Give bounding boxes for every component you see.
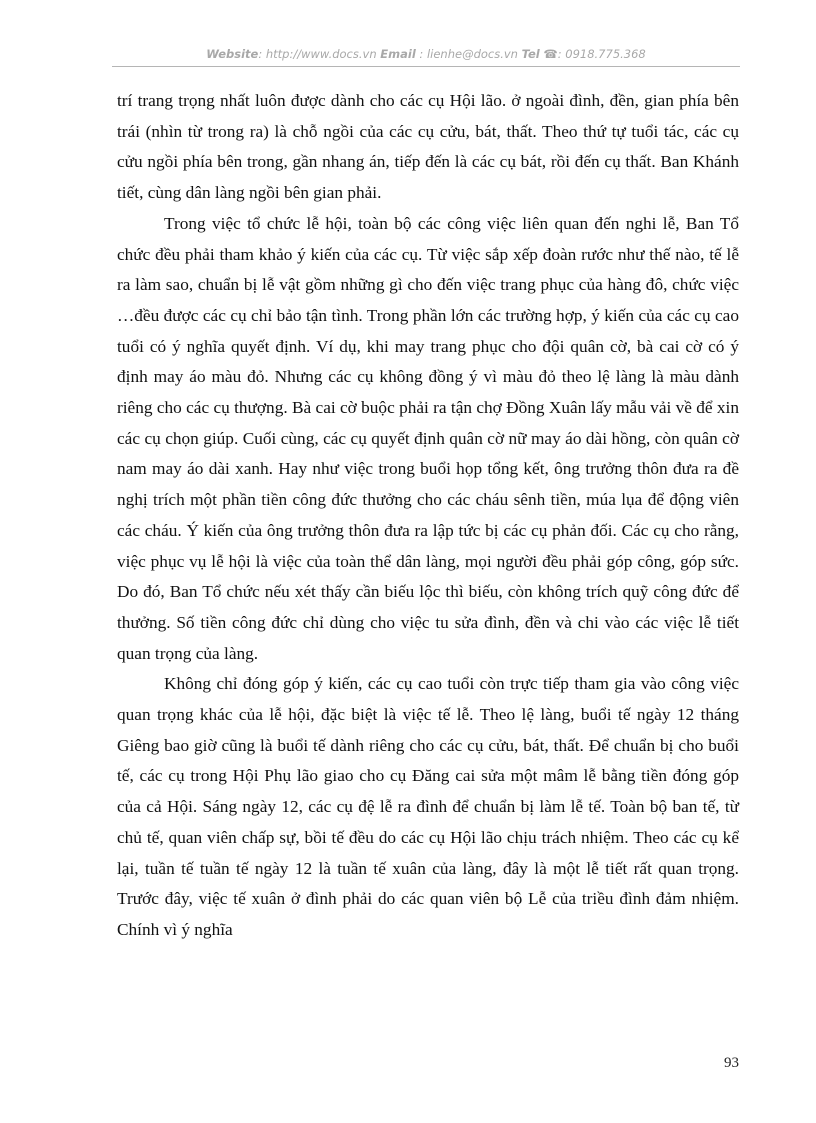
website-value: : http://www.docs.vn — [258, 47, 377, 61]
paragraph-continued: trí trang trọng nhất luôn được dành cho các cụ Hội lão. ở ngoài đình, đền, gian phía bên trái (nhìn từ trong ra) là chỗ ngồi của các cụ cửu, bát, thất. Theo thứ tự tuổi tác, các cụ cửu ngồi phía bên trong, gần nhang án, tiếp đến là các cụ bát, rồi đến cụ thất. Ban Khánh tiết, cùng dân làng ngồi bên gian phải. — [117, 91, 739, 203]
tel-label: Tel — [521, 47, 540, 61]
paragraph: Không chỉ đóng góp ý kiến, các cụ cao tuổi còn trực tiếp tham gia vào công việc quan trọng khác của lễ hội, đặc biệt là việc tế lễ. Theo lệ làng, buổi tế ngày 12 tháng Giêng bao giờ cũng là buổi tế dành riêng cho các cụ cửu, bát, thất. Để chuẩn bị cho buổi tế, các cụ trong Hội Phụ lão giao cho cụ Đăng cai sửa một mâm lễ bằng tiền đóng góp của cả Hội. Sáng ngày 12, các cụ đệ lễ ra đình để chuẩn bị làm lễ tế. Toàn bộ ban tế, từ chủ tế, quan viên chấp sự, bồi tế đều do các cụ Hội lão chịu trách nhiệm. Theo các cụ kể lại, tuần tế tuần tế ngày 12 là tuần tế xuân của làng, đây là một lễ tiết rất quan trọng. Trước đây, việc tế xuân ở đình phải do các quan viên bộ Lễ của triều đình đảm nhiệm. Chính vì ý nghĩa — [117, 674, 739, 939]
email-value: : lienhe@docs.vn — [419, 47, 518, 61]
paragraph: Trong việc tổ chức lễ hội, toàn bộ các công việc liên quan đến nghi lễ, Ban Tổ chức đều phải tham khảo ý kiến của các cụ. Từ việc sắp xếp đoàn rước như thế nào, tế lễ ra làm sao, chuẩn bị lễ vật gồm những gì cho đến việc trang phục của hàng đô, chức việc …đều được các cụ chỉ bảo tận tình. Trong phần lớn các trường hợp, ý kiến của các cụ cao tuổi có ý nghĩa quyết định. Ví dụ, khi may trang phục cho đội quân cờ, bà cai cờ có ý định may áo màu đỏ. Nhưng các cụ không đồng ý vì màu đỏ theo lệ làng là màu dành riêng cho các cụ thượng. Bà cai cờ buộc phải ra tận chợ Đồng Xuân lấy mẫu vải về để xin các cụ chọn giúp. Cuối cùng, các cụ quyết định quân cờ nữ may áo dài hồng, còn quân cờ nam may áo dài xanh. Hay như việc trong buổi họp tổng kết, ông trưởng thôn đưa ra đề nghị trích một phần tiền công đức thưởng cho các cháu sênh tiền, múa lụa để động viên các cháu. Ý kiến của ông trưởng thôn đưa ra lập tức bị các cụ phản đối. Các cụ cho rằng, việc phục vụ lễ hội là việc của toàn thể dân làng, mọi người đều phải góp công, góp sức. Do đó, Ban Tổ chức nếu xét thấy cần biếu lộc thì biếu, còn không trích quỹ công đức để thưởng. Số tiền công đức chỉ dùng cho việc tu sửa đình, đền và chi vào các việc lễ tiết quan trọng của làng. — [117, 213, 739, 663]
page-number: 93 — [724, 1055, 739, 1071]
document-body — [117, 86, 739, 946]
header-divider — [112, 66, 740, 67]
email-label: Email — [380, 47, 416, 61]
website-label: Website — [206, 47, 259, 61]
tel-value: : 0918.775.368 — [557, 47, 646, 61]
page-header — [112, 47, 740, 61]
phone-icon: ☎ — [543, 47, 558, 61]
